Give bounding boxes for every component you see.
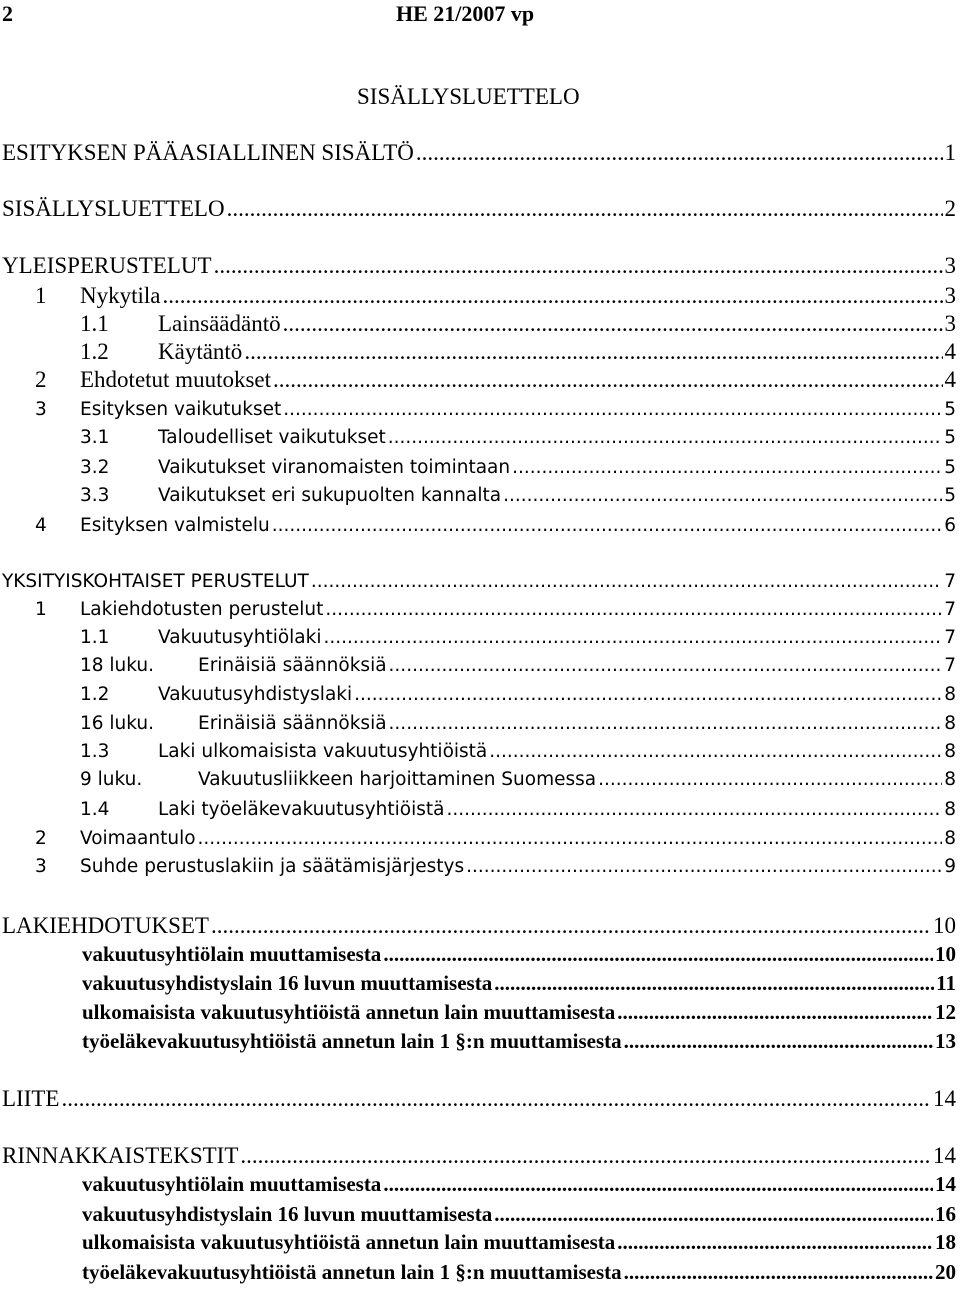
toc-entry[interactable] xyxy=(2,252,956,280)
toc-entry-page: 14 xyxy=(935,1172,956,1196)
toc-entry[interactable] xyxy=(2,568,956,596)
toc-entry-page: 5 xyxy=(944,427,956,448)
toc-entry[interactable] xyxy=(2,1027,956,1055)
toc-entry[interactable] xyxy=(2,512,956,540)
toc-dot-leader xyxy=(466,853,942,881)
toc-entry-number: 3 xyxy=(35,856,47,877)
toc-entry-label: vakuutusyhtiölain muuttamisesta xyxy=(82,1172,382,1196)
toc-entry-label: työeläkevakuutusyhtiöistä annetun lain 1 §:n muuttamisesta xyxy=(82,1029,622,1053)
toc-entry-number: 4 xyxy=(35,515,47,536)
page-number: 2 xyxy=(2,1,13,26)
toc-entry[interactable] xyxy=(2,738,956,766)
toc-entry-page: 7 xyxy=(944,571,956,592)
toc-dot-leader xyxy=(383,1170,933,1198)
toc-entry[interactable] xyxy=(2,424,956,452)
toc-dot-leader xyxy=(227,195,943,223)
toc-dot-leader xyxy=(624,1027,933,1055)
toc-entry-page: 3 xyxy=(944,253,956,278)
toc-entry-number: 1.1 xyxy=(80,311,109,336)
toc-entry-number: 1 xyxy=(35,599,47,620)
toc-dot-leader xyxy=(283,310,943,338)
toc-entry-page: 8 xyxy=(944,828,956,849)
toc-entry[interactable] xyxy=(2,1258,956,1286)
toc-dot-leader xyxy=(163,282,943,310)
toc-entry[interactable] xyxy=(2,766,956,794)
toc-dot-leader xyxy=(503,482,942,510)
toc-entry[interactable] xyxy=(2,1228,956,1256)
toc-entry-label: vakuutusyhdistyslain 16 luvun muuttamisesta xyxy=(82,971,493,995)
toc-entry-label: Vaikutukset viranomaisten toimintaan xyxy=(158,457,511,478)
toc-entry-label: ulkomaisista vakuutusyhtiöistä annetun lain muuttamisesta xyxy=(82,1230,616,1254)
toc-dot-leader xyxy=(240,1142,931,1170)
toc-dot-leader xyxy=(598,766,942,794)
toc-entry-page: 18 xyxy=(935,1230,956,1254)
toc-entry-page: 4 xyxy=(944,367,956,392)
toc-entry-label: YLEISPERUSTELUT xyxy=(2,253,212,278)
toc-entry[interactable] xyxy=(2,310,956,338)
toc-dot-leader xyxy=(617,998,933,1026)
toc-entry-label: Ehdotetut muutokset xyxy=(80,367,272,392)
toc-entry-page: 12 xyxy=(935,1000,956,1024)
toc-entry-label: Erinäisiä säännöksiä xyxy=(198,655,387,676)
document-id: HE 21/2007 vp xyxy=(396,1,535,26)
toc-dot-leader xyxy=(325,596,942,624)
toc-entry[interactable] xyxy=(2,1085,956,1113)
toc-entry[interactable] xyxy=(2,1142,956,1170)
toc-entry-number: 1.4 xyxy=(80,799,110,820)
toc-entry-page: 8 xyxy=(944,769,956,790)
toc-dot-leader xyxy=(416,139,943,167)
toc-entry[interactable] xyxy=(2,396,956,424)
toc-entry-page: 5 xyxy=(944,485,956,506)
toc-entry[interactable] xyxy=(2,710,956,738)
toc-entry-label: Vakuutusliikkeen harjoittaminen Suomessa xyxy=(198,769,597,790)
toc-entry-label: Suhde perustuslakiin ja säätämisjärjestys xyxy=(80,856,465,877)
toc-dot-leader xyxy=(354,681,942,709)
toc-entry-page: 20 xyxy=(935,1260,956,1284)
toc-entry-number: 3.3 xyxy=(80,485,110,506)
toc-entry-page: 7 xyxy=(944,627,956,648)
toc-entry-page: 8 xyxy=(944,713,956,734)
toc-dot-leader xyxy=(388,424,943,452)
toc-entry-page: 6 xyxy=(944,515,956,536)
toc-entry-page: 13 xyxy=(935,1029,956,1053)
toc-entry-label: Nykytila xyxy=(80,283,161,308)
toc-dot-leader xyxy=(624,1258,933,1286)
toc-entry[interactable] xyxy=(2,195,956,223)
toc-entry-label: YKSITYISKOHTAISET PERUSTELUT xyxy=(2,571,309,592)
toc-entry-number: 2 xyxy=(35,367,47,392)
toc-entry-label: vakuutusyhtiölain muuttamisesta xyxy=(82,942,382,966)
toc-entry[interactable] xyxy=(2,998,956,1026)
toc-entry-label: Käytäntö xyxy=(158,339,243,364)
toc-dot-leader xyxy=(214,252,943,280)
toc-entry-page: 8 xyxy=(944,799,956,820)
toc-entry-label: Erinäisiä säännöksiä xyxy=(198,713,387,734)
toc-entry[interactable] xyxy=(2,366,956,394)
toc-dot-leader xyxy=(323,624,942,652)
toc-dot-leader xyxy=(244,338,942,366)
toc-entry-label: LAKIEHDOTUKSET xyxy=(2,913,209,938)
toc-entry-number: 3 xyxy=(35,399,47,420)
toc-dot-leader xyxy=(489,738,942,766)
toc-entry-page: 2 xyxy=(944,196,956,221)
toc-entry-label: työeläkevakuutusyhtiöistä annetun lain 1 §:n muuttamisesta xyxy=(82,1260,622,1284)
toc-dot-leader xyxy=(273,366,942,394)
toc-entry[interactable] xyxy=(2,1170,956,1198)
toc-entry-number: 2 xyxy=(35,828,47,849)
toc-dot-leader xyxy=(311,568,942,596)
toc-entry[interactable] xyxy=(2,454,956,482)
toc-entry-label: vakuutusyhdistyslain 16 luvun muuttamisesta xyxy=(82,1202,493,1226)
toc-entry-number: 1.2 xyxy=(80,339,109,364)
toc-dot-leader xyxy=(383,940,933,968)
toc-entry-page: 7 xyxy=(944,599,956,620)
toc-entry-label: Laki työeläkevakuutusyhtiöistä xyxy=(158,799,445,820)
toc-entry-label: Vakuutusyhtiölaki xyxy=(158,627,322,648)
toc-entry-label: RINNAKKAISTEKSTIT xyxy=(2,1143,239,1168)
toc-entry[interactable] xyxy=(2,1200,956,1228)
toc-entry-number: 16 luku. xyxy=(80,713,155,734)
toc-entry-page: 10 xyxy=(935,942,956,966)
toc-entry-label: SISÄLLYSLUETTELO xyxy=(2,196,225,221)
toc-entry-number: 1.2 xyxy=(80,684,110,705)
toc-dot-leader xyxy=(494,969,934,997)
toc-entry-label: Laki ulkomaisista vakuutusyhtiöistä xyxy=(158,741,488,762)
toc-entry-label: Vakuutusyhdistyslaki xyxy=(158,684,353,705)
toc-entry[interactable] xyxy=(2,139,956,167)
toc-entry-number: 1.3 xyxy=(80,741,110,762)
toc-entry[interactable] xyxy=(2,940,956,968)
toc-entry[interactable] xyxy=(2,482,956,510)
toc-dot-leader xyxy=(389,652,943,680)
toc-dot-leader xyxy=(389,710,943,738)
toc-entry-page: 14 xyxy=(933,1086,956,1111)
toc-entry-number: 9 luku. xyxy=(80,769,143,790)
toc-dot-leader xyxy=(61,1085,931,1113)
toc-dot-leader xyxy=(617,1228,933,1256)
toc-entry-label: Lakiehdotusten perustelut xyxy=(80,599,324,620)
toc-entry-label: Esityksen vaikutukset xyxy=(80,399,282,420)
toc-entry-label: ESITYKSEN PÄÄASIALLINEN SISÄLTÖ xyxy=(2,140,414,165)
toc-entry[interactable] xyxy=(2,825,956,853)
toc-entry[interactable] xyxy=(2,596,956,624)
toc-entry[interactable] xyxy=(2,912,956,940)
toc-dot-leader xyxy=(272,512,942,540)
toc-entry-page: 7 xyxy=(944,655,956,676)
toc-entry[interactable] xyxy=(2,624,956,652)
toc-dot-leader xyxy=(512,454,942,482)
toc-entry-label: ulkomaisista vakuutusyhtiöistä annetun lain muuttamisesta xyxy=(82,1000,616,1024)
toc-entry-page: 8 xyxy=(944,741,956,762)
toc-entry-page: 8 xyxy=(944,684,956,705)
toc-entry-label: LIITE xyxy=(2,1086,60,1111)
toc-title: SISÄLLYSLUETTELO xyxy=(357,84,580,109)
toc-entry-page: 4 xyxy=(944,339,956,364)
toc-entry-label: Esityksen valmistelu xyxy=(80,515,270,536)
toc-entry-page: 3 xyxy=(944,283,956,308)
toc-entry-label: Voimaantulo xyxy=(80,828,196,849)
toc-entry-label: Taloudelliset vaikutukset xyxy=(158,427,386,448)
toc-entry-page: 16 xyxy=(935,1202,956,1226)
toc-entry[interactable] xyxy=(2,853,956,881)
toc-entry[interactable] xyxy=(2,282,956,310)
toc-entry-number: 1 xyxy=(35,283,47,308)
toc-entry[interactable] xyxy=(2,338,956,366)
toc-entry-page: 10 xyxy=(933,913,956,938)
toc-dot-leader xyxy=(446,796,942,824)
toc-dot-leader xyxy=(211,912,931,940)
toc-entry-page: 5 xyxy=(944,457,956,478)
toc-entry-number: 1.1 xyxy=(80,627,110,648)
toc-entry-page: 3 xyxy=(944,311,956,336)
toc-entry[interactable] xyxy=(2,796,956,824)
toc-entry-page: 11 xyxy=(936,971,956,995)
toc-entry-page: 14 xyxy=(933,1143,956,1168)
toc-dot-leader xyxy=(494,1200,933,1228)
toc-entry-page: 5 xyxy=(944,399,956,420)
toc-entry[interactable] xyxy=(2,681,956,709)
toc-dot-leader xyxy=(198,825,943,853)
toc-entry-label: Lainsäädäntö xyxy=(158,311,281,336)
toc-entry-page: 1 xyxy=(944,140,956,165)
toc-entry[interactable] xyxy=(2,652,956,680)
toc-entry-number: 3.2 xyxy=(80,457,110,478)
toc-dot-leader xyxy=(283,396,942,424)
toc-entry[interactable] xyxy=(2,969,956,997)
toc-entry-page: 9 xyxy=(944,856,956,877)
toc-entry-number: 3.1 xyxy=(80,427,110,448)
toc-entry-label: Vaikutukset eri sukupuolten kannalta xyxy=(158,485,502,506)
toc-entry-number: 18 luku. xyxy=(80,655,155,676)
